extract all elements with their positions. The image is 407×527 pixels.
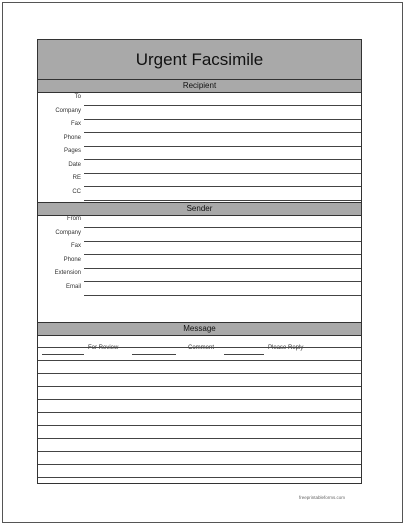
- recipient-row: [38, 107, 361, 120]
- message-section-header: Message: [38, 322, 361, 336]
- recipient-section-header: Recipient: [38, 79, 361, 93]
- sender-row: [38, 269, 361, 282]
- review-label: For Review: [88, 345, 119, 351]
- recipient-field-label: Company: [55, 107, 81, 114]
- sender-field-label: From: [67, 216, 81, 222]
- review-checkbox-line[interactable]: [42, 354, 84, 355]
- reply-label: Please Reply: [268, 345, 304, 351]
- message-line[interactable]: [38, 451, 361, 452]
- recipient-row: [38, 134, 361, 147]
- recipient-row: [38, 174, 361, 187]
- comment-checkbox-line[interactable]: [132, 354, 176, 355]
- recipient-row: [38, 161, 361, 174]
- recipient-field-label: CC: [72, 188, 81, 195]
- sender-field-label: Email: [65, 283, 81, 290]
- sender-row: [38, 283, 361, 296]
- message-line[interactable]: [38, 464, 361, 465]
- recipient-field-label: Date: [68, 161, 81, 168]
- recipient-row: [38, 120, 361, 133]
- sender-row: [38, 215, 361, 228]
- recipient-row: [38, 188, 361, 201]
- message-line[interactable]: [38, 360, 361, 361]
- recipient-field-label: To: [74, 94, 81, 100]
- form-title: Urgent Facsimile: [38, 40, 361, 80]
- message-line[interactable]: [38, 425, 361, 426]
- fax-form: [37, 39, 362, 484]
- message-line[interactable]: [38, 477, 361, 478]
- message-line[interactable]: [38, 438, 361, 439]
- recipient-field-label: Phone: [63, 134, 81, 141]
- recipient-field-label: Pages: [63, 148, 81, 154]
- message-line[interactable]: [38, 386, 361, 387]
- message-line[interactable]: [38, 347, 361, 348]
- page-sheet: [2, 2, 403, 523]
- response-options: [38, 342, 361, 356]
- sender-field-label: Phone: [63, 256, 81, 263]
- message-line[interactable]: [38, 412, 361, 413]
- sender-field-line[interactable]: [84, 295, 361, 296]
- message-line[interactable]: [38, 399, 361, 400]
- sender-row: [38, 229, 361, 242]
- sender-field-label: Fax: [70, 243, 81, 249]
- sender-row: [38, 256, 361, 269]
- sender-field-label: Company: [55, 229, 81, 236]
- message-line[interactable]: [38, 373, 361, 374]
- recipient-row: [38, 93, 361, 106]
- recipient-field-line[interactable]: [84, 200, 361, 201]
- recipient-field-label: Fax: [70, 121, 81, 127]
- recipient-field-label: RE: [72, 175, 81, 181]
- footer-credit: freeprintableforms.com: [299, 495, 346, 500]
- sender-row: [38, 242, 361, 255]
- sender-field-label: Extension: [54, 270, 81, 276]
- sender-section-header: Sender: [38, 202, 361, 216]
- recipient-row: [38, 147, 361, 160]
- comment-label: Comment: [188, 345, 215, 351]
- reply-checkbox-line[interactable]: [224, 354, 264, 355]
